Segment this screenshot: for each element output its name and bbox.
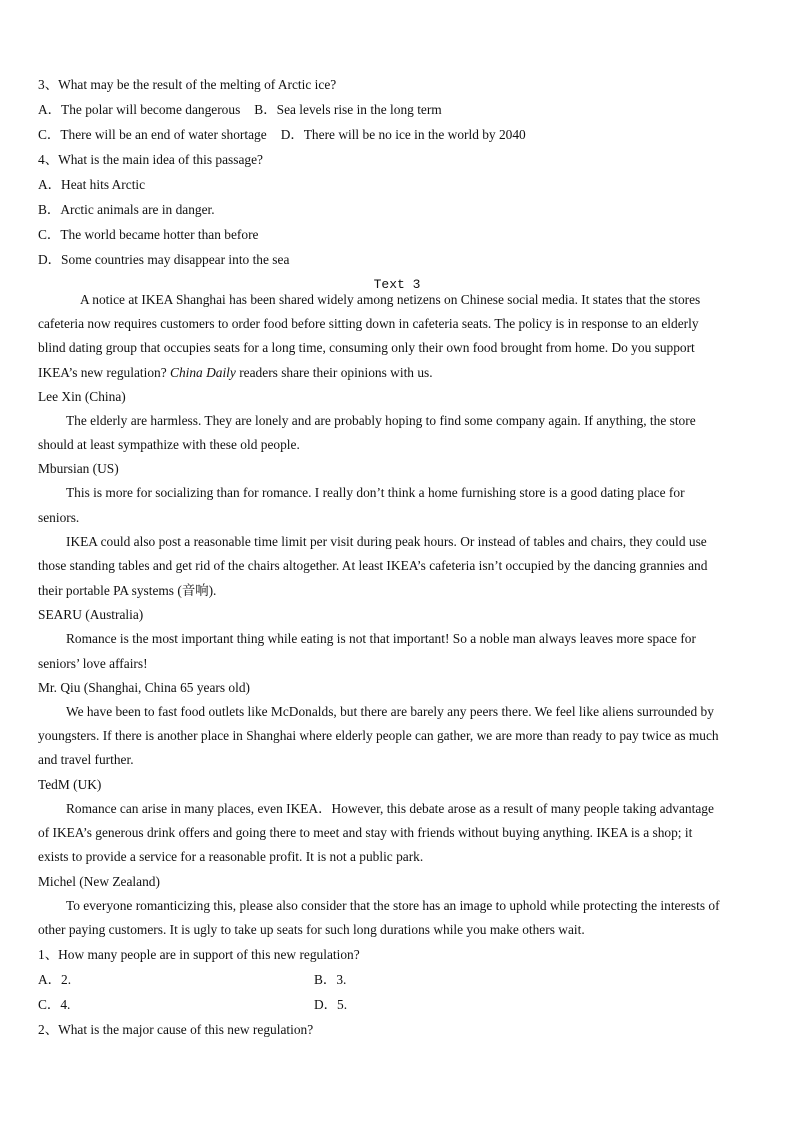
- intro-text: IKEA’s new regulation?: [38, 365, 171, 380]
- intro-line: blind dating group that occupies seats for a long time, consuming only their own food brought from home. Do you support: [38, 340, 695, 355]
- comment-author: SEARU (Australia): [38, 607, 144, 622]
- intro-line: cafeteria now requires customers to order food before sitting down in cafeteria seats. The policy is in response to an elderly: [38, 316, 699, 331]
- section-heading: Text 3: [373, 277, 421, 292]
- question-3-options-ab: [38, 102, 442, 118]
- option-d: D．Some countries may disappear into the sea: [38, 252, 290, 267]
- option-c: C．The world became hotter than before: [38, 227, 259, 242]
- comment-line: seniors.: [38, 510, 80, 525]
- comment-line: seniors’ love affairs!: [38, 656, 148, 671]
- comment-line: Romance is the most important thing while eating is not that important! So a noble man always leaves more space for: [66, 631, 696, 646]
- question-1-options-cd: [38, 997, 438, 1013]
- comment-author: Mr. Qiu (Shanghai, China 65 years old): [38, 680, 250, 695]
- comment-line: should at least sympathize with these old people.: [38, 437, 300, 452]
- option-d: D．5.: [314, 997, 348, 1012]
- comment-line: and travel further.: [38, 752, 134, 767]
- comment-line: IKEA could also post a reasonable time limit per visit during peak hours. Or instead of tables and chairs, they could use: [66, 534, 707, 549]
- option-c: C．There will be an end of water shortage: [38, 127, 267, 142]
- comment-line: This is more for socializing than for romance. I really don’t think a home furnishing store is a good dating place for: [66, 485, 685, 500]
- option-a: A．The polar will become dangerous: [38, 102, 241, 117]
- question-3: 3、What may be the result of the melting of Arctic ice?: [38, 77, 337, 92]
- option-b: B．Sea levels rise in the long term: [254, 102, 442, 117]
- comment-line: youngsters. If there is another place in Shanghai where elderly people can gather, we are more than ready to pay twice as much: [38, 728, 719, 743]
- newspaper-name: China Daily: [170, 365, 236, 380]
- question-1: 1、How many people are in support of this new regulation?: [38, 947, 360, 962]
- intro-line: A notice at IKEA Shanghai has been shared widely among netizens on Chinese social media. It states that the stores: [80, 292, 701, 307]
- comment-line: exists to provide a service for a reasonable profit. It is not a public park.: [38, 849, 424, 864]
- comment-line: To everyone romanticizing this, please also consider that the store has an image to uphold while protecting the interests of: [66, 898, 720, 913]
- comment-author: Mbursian (US): [38, 461, 119, 476]
- question-1-options-ab: [38, 972, 438, 988]
- option-d: D．There will be no ice in the world by 2040: [280, 127, 526, 142]
- comment-line: The elderly are harmless. They are lonely and are probably hoping to find some company again. If anything, the store: [66, 413, 696, 428]
- question-4: 4、What is the main idea of this passage?: [38, 152, 263, 167]
- option-b: B．3.: [314, 972, 347, 987]
- comment-line: those standing tables and get rid of the chairs altogether. At least IKEA’s cafeteria isn’t occupied by the dancing grannies and: [38, 558, 708, 573]
- intro-text: readers share their opinions with us.: [235, 365, 433, 380]
- comment-author: Lee Xin (China): [38, 389, 126, 404]
- option-a: A．2.: [38, 972, 72, 987]
- option-c: C．4.: [38, 997, 71, 1012]
- option-a: A．Heat hits Arctic: [38, 177, 146, 192]
- comment-line: other paying customers. It is ugly to take up seats for such long durations while you make others wait.: [38, 922, 585, 937]
- comment-line: of IKEA’s generous drink offers and going there to meet and stay with friends without buying anything. IKEA is a shop; it: [38, 825, 693, 840]
- intro-line: [38, 365, 433, 381]
- question-2: 2、What is the major cause of this new regulation?: [38, 1022, 314, 1037]
- comment-author: TedM (UK): [38, 777, 102, 792]
- comment-line: their portable PA systems (音响).: [38, 583, 217, 598]
- comment-line: We have been to fast food outlets like McDonalds, but there are barely any peers there. We feel like aliens surrounded by: [66, 704, 714, 719]
- question-3-options-cd: [38, 127, 526, 143]
- comment-author: Michel (New Zealand): [38, 874, 160, 889]
- comment-line: Romance can arise in many places, even IKEA．However, this debate arose as a result of many people taking advantage: [66, 801, 714, 816]
- option-b: B．Arctic animals are in danger.: [38, 202, 215, 217]
